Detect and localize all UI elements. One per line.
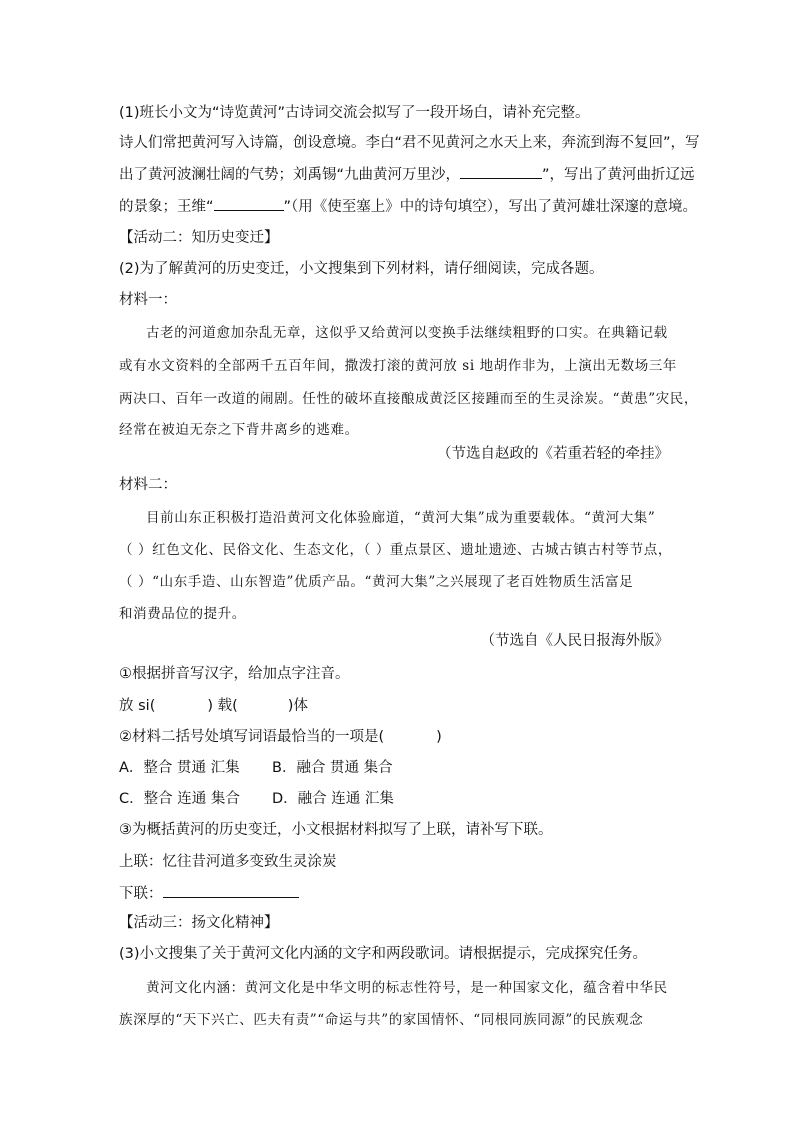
- material-2-line: （ ）红色文化、民俗文化、生态文化，（ ）重点景区、遗址遗迹、古城古镇古村等节点，: [119, 542, 672, 558]
- material-2-line: 目前山东正积极打造沿黄河文化体验廊道，“黄河大集”成为重要载体。“黄河大集”: [146, 510, 656, 526]
- activity-2-heading: 【活动二：知历史变迁】: [119, 230, 279, 246]
- option-b[interactable]: B．融合 贯通 集合: [272, 760, 393, 776]
- q1-line-2b: ”，写出了黄河曲折辽远: [542, 167, 695, 183]
- subq-1-c: )体: [287, 698, 308, 714]
- couplet-upper: 上联：忆往昔河道多变致生灵涂炭: [119, 854, 337, 870]
- option-d[interactable]: D．融合 连通 汇集: [272, 791, 394, 807]
- q1-line-2a: 出了黄河波澜壮阔的气势；刘禹锡“九曲黄河万里沙，: [119, 167, 461, 183]
- q1-line-2: [119, 164, 695, 185]
- subq-2-end: ): [436, 729, 442, 745]
- material-1-line: 或有水文资料的全部两千五百年间，撒泼打滚的黄河放 si 地胡作非为，上演出无数场三年: [119, 358, 678, 374]
- blank-jiuqu[interactable]: [460, 164, 542, 179]
- material-1-line: 经常在被迫无奈之下背井离乡的逃难。: [119, 422, 359, 438]
- material-2-source: （节选自《人民日报海外版》: [480, 633, 669, 649]
- material-1-line: 古老的河道愈加杂乱无章，这似乎又给黄河以变换手法继续粗野的口实。在典籍记载: [146, 325, 668, 341]
- q1-title: (1)班长小文为“诗览黄河”古诗词交流会拟写了一段开场白，请补充完整。: [119, 105, 590, 121]
- material-1-line: 两决口、百年一改道的闹剧。任性的破坏直接酿成黄泛区接踵而至的生灵涂炭。“黄患”灾民，: [119, 391, 699, 407]
- activity-3-heading: 【活动三：扬文化精神】: [119, 915, 279, 931]
- material-1-source: （节选自赵政的《若重若轻的牵挂》: [437, 446, 669, 462]
- q3-text-line: 黄河文化内涵：黄河文化是中华文明的标志性符号，是一种国家文化，蕴含着中华民: [146, 980, 668, 996]
- q1-line-1: 诗人们常把黄河写入诗篇，创设意境。李白“君不见黄河之水天上来，奔流到海不复回”，写: [119, 135, 700, 151]
- option-c[interactable]: C．整合 连通 集合: [119, 791, 240, 807]
- blank-wangwei[interactable]: [214, 196, 284, 211]
- q3-text-line: 族深厚的“天下兴亡、匹夫有责”“命运与共”的家国情怀、“同根同族同源”的民族观念: [119, 1012, 644, 1028]
- subq-1-answer-row: [119, 696, 308, 716]
- couplet-lower-row: [119, 883, 299, 904]
- q1-line-3a: 的景象；王维“: [119, 199, 214, 215]
- subq-1-b: ) 载(: [207, 698, 238, 714]
- q1-line-3: [119, 196, 697, 217]
- q2-intro: (2)为了解黄河的历史变迁，小文搜集到下列材料，请仔细阅读，完成各题。: [119, 261, 604, 277]
- material-2-label: 材料二：: [119, 477, 177, 493]
- subq-3-title: ③为概括黄河的历史变迁，小文根据材料拟写了上联，请补写下联。: [119, 822, 553, 838]
- material-1-label: 材料一：: [119, 292, 177, 308]
- material-2-line: （ ）“山东手造、山东智造”优质产品。“黄河大集”之兴展现了老百姓物质生活富足: [119, 574, 634, 590]
- material-2-line: 和消费品位的提升。: [119, 606, 246, 622]
- couplet-lower-label: 下联：: [119, 886, 163, 902]
- subq-2-title: ②材料二括号处填写词语最恰当的一项是(: [119, 729, 385, 745]
- q1-line-3b: ”（用《使至塞上》中的诗句填空），写出了黄河雄壮深邃的意境。: [283, 199, 698, 215]
- q3-intro: (3)小文搜集了关于黄河文化内涵的文字和两段歌词。请根据提示，完成探究任务。: [119, 946, 648, 962]
- option-a[interactable]: A．整合 贯通 汇集: [119, 760, 240, 776]
- couplet-lower-blank[interactable]: [163, 883, 299, 898]
- subq-2-title-row: [119, 727, 442, 747]
- subq-1-a: 放 si(: [119, 698, 156, 714]
- subq-1-title: ①根据拼音写汉字，给加点字注音。: [119, 666, 350, 682]
